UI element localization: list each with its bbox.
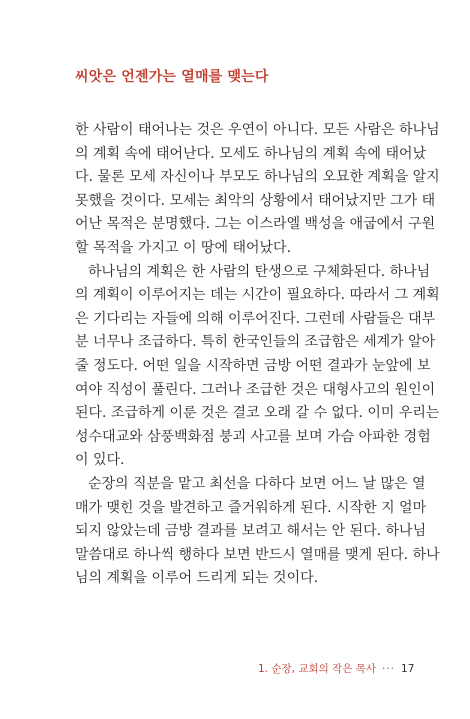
text-line: 은 기다리는 자들에 의해 이루어진다. 그런데 사람들은 대부: [75, 310, 436, 327]
page-number: 17: [401, 663, 415, 675]
text-line: 님의 계획을 이루어 드리게 되는 것이다.: [75, 570, 319, 587]
page-footer: [258, 661, 414, 676]
body-text: [75, 119, 440, 591]
text-line: 매가 맺힌 것을 발견하고 즐거워하게 된다. 시작한 지 얼마: [75, 499, 427, 516]
text-line: 여야 직성이 풀린다. 그러나 조급한 것은 대형사고의 원인이: [75, 381, 436, 398]
text-line: 하나님의 계획은 한 사람의 탄생으로 구체화된다. 하나님: [88, 263, 431, 280]
section-title: 씨앗은 언젠가는 열매를 맺는다: [75, 69, 269, 85]
text-line: 이 있다.: [75, 452, 125, 469]
chapter-title: 1. 순장, 교회의 작은 목사: [258, 663, 376, 675]
text-line: 한 사람이 태어나는 것은 우연이 아니다. 모든 사람은 하나님: [75, 122, 440, 138]
text-line: 된다. 조급하게 이룬 것은 결코 오래 갈 수 없다. 이미 우리는: [75, 405, 440, 422]
text-line: 다. 물론 모세 자신이나 부모도 하나님의 오묘한 계획을 알지: [75, 169, 440, 186]
footer-separator: ···: [382, 663, 396, 675]
text-line: 못했을 것이다. 모세는 최악의 상황에서 태어났지만 그가 태: [75, 192, 436, 209]
text-line: 되지 않았는데 금방 결과를 보려고 해서는 안 된다. 하나님: [75, 523, 427, 540]
text-line: 성수대교와 삼풍백화점 붕괴 사고를 보며 가슴 아파한 경험: [75, 428, 431, 445]
text-line: 의 계획 속에 태어난다. 모세도 하나님의 계획 속에 태어났: [75, 145, 427, 162]
text-line: 분 너무나 조급하다. 특히 한국인들의 조급함은 세계가 알아: [75, 334, 436, 351]
text-line: 의 계획이 이루어지는 데는 시간이 필요하다. 따라서 그 계획: [75, 287, 440, 304]
text-line: 말씀대로 하나씩 행하다 보면 반드시 열매를 맺게 된다. 하나: [75, 546, 440, 563]
text-line: 어난 목적은 분명했다. 그는 이스라엘 백성을 애굽에서 구원: [75, 216, 436, 233]
text-line: 줄 정도다. 어떤 일을 시작하면 금방 어떤 결과가 눈앞에 보: [75, 357, 431, 374]
text-line: 할 목적을 가지고 이 땅에 태어났다.: [75, 239, 292, 256]
text-line: 순장의 직분을 맡고 최선을 다하다 보면 어느 날 많은 열: [88, 475, 426, 492]
